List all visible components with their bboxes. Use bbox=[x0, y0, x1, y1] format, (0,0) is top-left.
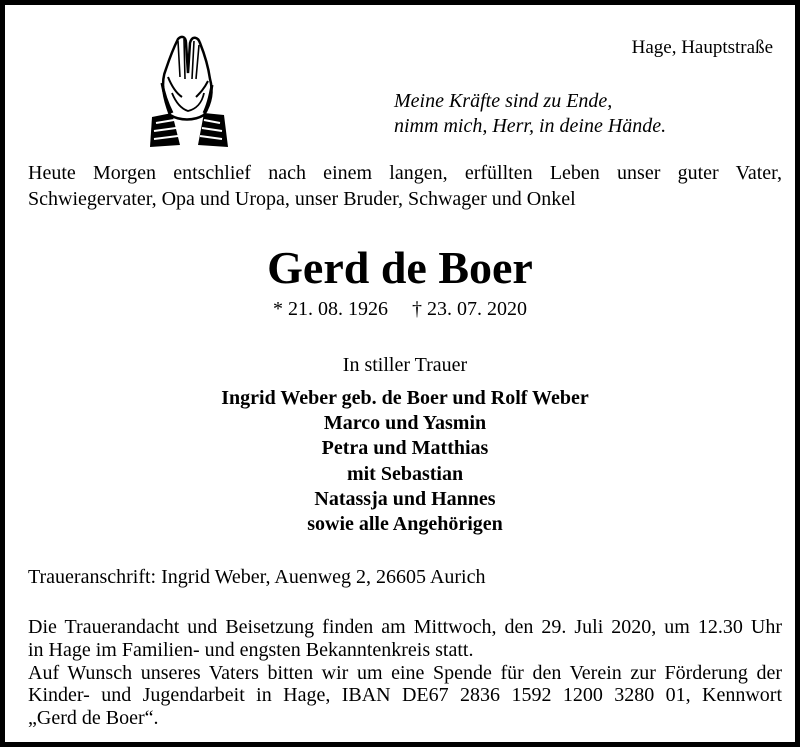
death-date: † 23. 07. 2020 bbox=[412, 298, 527, 320]
verse bbox=[394, 89, 666, 139]
mourners-list bbox=[5, 386, 800, 537]
life-dates bbox=[5, 297, 795, 321]
mourner-line: Marco und Yasmin bbox=[323, 412, 487, 435]
service-line: „Gerd de Boer“. bbox=[28, 707, 159, 730]
verse-line: Meine Kräfte sind zu Ende, bbox=[394, 90, 613, 112]
praying-hands-icon bbox=[142, 33, 234, 149]
mourner-line: Natassja und Hannes bbox=[314, 487, 496, 510]
service-line: Die Trauerandacht und Beisetzung finden am Mittwoch, den 29. Juli 2020, um 12.30 Uhr bbox=[28, 616, 782, 638]
mourner-line: mit Sebastian bbox=[346, 462, 464, 485]
birth-date: * 21. 08. 1926 bbox=[273, 298, 388, 320]
location-text: Hage, Hauptstraße bbox=[631, 37, 773, 58]
intro-text bbox=[28, 160, 782, 212]
service-line: Auf Wunsch unseres Vaters bitten wir um eine Spende für den Verein zur Förderung der bbox=[28, 661, 782, 684]
intro-line: Schwiegervater, Opa und Uropa, unser Bruder, Schwager und Onkel bbox=[28, 188, 576, 210]
mourner-line: Ingrid Weber geb. de Boer und Rolf Weber bbox=[221, 387, 589, 409]
mourner-line: sowie alle Angehörigen bbox=[307, 513, 503, 536]
mourning-line: In stiller Trauer bbox=[342, 354, 468, 376]
mourner-line: Petra und Matthias bbox=[321, 437, 489, 460]
intro-line: Heute Morgen entschlief nach einem langen, erfüllten Leben unser guter Vater, bbox=[28, 162, 782, 184]
service-line: in Hage im Familien- und engsten Bekanntenkreis statt. bbox=[28, 638, 474, 661]
mourning-address: Traueranschrift: Ingrid Weber, Auenweg 2, 26605 Aurich bbox=[28, 566, 486, 588]
service-info bbox=[28, 616, 782, 730]
deceased-name: Gerd de Boer bbox=[267, 242, 533, 293]
verse-line: nimm mich, Herr, in deine Hände. bbox=[394, 115, 667, 137]
service-line: Kinder- und Jugendarbeit in Hage, IBAN DE67 2836 1592 1200 3280 01, Kennwort bbox=[28, 684, 782, 707]
